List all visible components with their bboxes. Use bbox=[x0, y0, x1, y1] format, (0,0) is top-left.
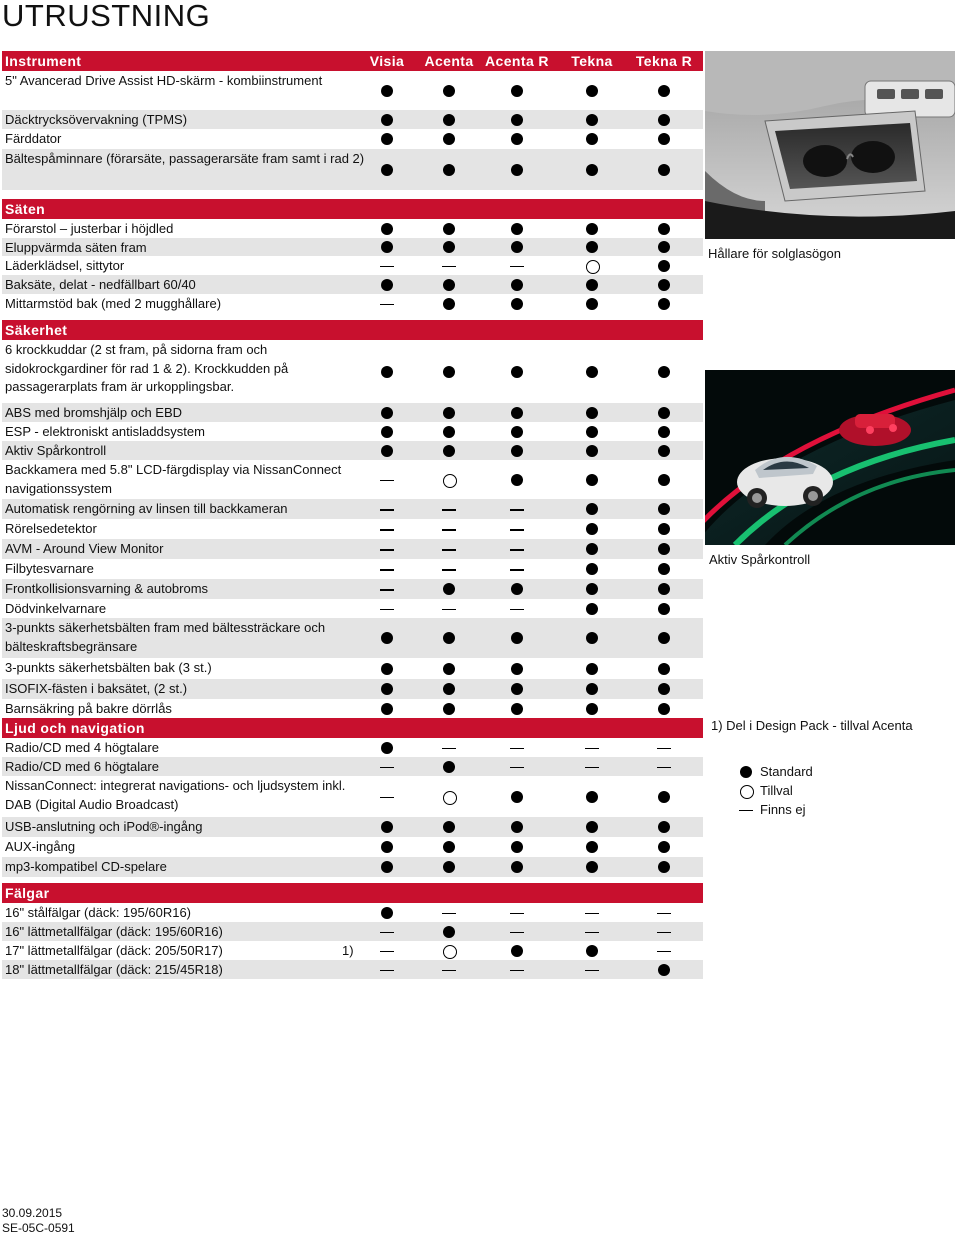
feature-label: 5" Avancerad Drive Assist HD-skärm - kombiinstrument bbox=[5, 73, 323, 88]
feature-label: 17" lättmetallfälgar (däck: 205/50R17) bbox=[5, 943, 223, 958]
not-available-dash-icon bbox=[510, 760, 524, 774]
standard-dot-icon bbox=[657, 820, 671, 834]
standard-dot-icon bbox=[442, 820, 456, 834]
optional-circle-icon bbox=[442, 944, 456, 958]
standard-dot-icon bbox=[442, 840, 456, 854]
not-available-dash-icon bbox=[657, 741, 671, 755]
not-available-dash-icon bbox=[442, 502, 456, 516]
not-available-dash-icon bbox=[657, 760, 671, 774]
not-available-dash-icon bbox=[380, 542, 394, 556]
section-title: Säten bbox=[5, 201, 46, 217]
standard-dot-icon bbox=[510, 365, 524, 379]
not-available-dash-icon bbox=[510, 963, 524, 977]
standard-dot-icon bbox=[442, 662, 456, 676]
table-row bbox=[2, 422, 703, 441]
legend-item bbox=[740, 781, 813, 800]
table-row bbox=[2, 903, 703, 922]
standard-dot-icon bbox=[442, 582, 456, 596]
optional-circle-icon bbox=[442, 473, 456, 487]
section-0 bbox=[2, 51, 703, 190]
sunglasses-holder-image bbox=[705, 51, 955, 239]
standard-dot-icon bbox=[510, 84, 524, 98]
not-available-dash-icon bbox=[585, 925, 599, 939]
standard-dot-icon bbox=[380, 425, 394, 439]
standard-dot-icon bbox=[657, 444, 671, 458]
standard-dot-icon bbox=[510, 682, 524, 696]
feature-label: Backkamera med 5.8" LCD-färgdisplay via NissanConnect navigationssystem bbox=[5, 462, 342, 496]
standard-dot-icon bbox=[380, 240, 394, 254]
not-available-dash-icon bbox=[510, 925, 524, 939]
not-available-dash-icon bbox=[380, 297, 394, 311]
standard-dot-icon bbox=[657, 113, 671, 127]
table-row bbox=[2, 275, 703, 294]
standard-dot-icon bbox=[585, 84, 599, 98]
standard-dot-icon bbox=[510, 240, 524, 254]
section-title: Ljud och navigation bbox=[5, 720, 145, 736]
table-row bbox=[2, 129, 703, 149]
standard-dot-icon bbox=[442, 631, 456, 645]
sunglasses-holder-illustration bbox=[705, 51, 955, 239]
section-header bbox=[2, 51, 703, 71]
legend-label: Tillval bbox=[760, 783, 793, 798]
not-available-dash-icon bbox=[585, 760, 599, 774]
table-row bbox=[2, 738, 703, 757]
standard-dot-icon bbox=[380, 222, 394, 236]
standard-dot-icon bbox=[657, 222, 671, 236]
standard-dot-icon bbox=[739, 765, 753, 779]
legend-label: Finns ej bbox=[760, 802, 806, 817]
standard-dot-icon bbox=[657, 840, 671, 854]
not-available-dash-icon bbox=[380, 562, 394, 576]
standard-dot-icon bbox=[380, 820, 394, 834]
page-title: UTRUSTNING bbox=[2, 0, 211, 33]
table-row bbox=[2, 699, 703, 718]
table-row bbox=[2, 922, 703, 941]
feature-label: Frontkollisionsvarning & autobroms bbox=[5, 581, 209, 596]
standard-dot-icon bbox=[510, 860, 524, 874]
footnote-marker: 1) bbox=[342, 942, 354, 958]
standard-dot-icon bbox=[585, 522, 599, 536]
standard-dot-icon bbox=[442, 132, 456, 146]
standard-dot-icon bbox=[380, 906, 394, 920]
legend bbox=[740, 762, 813, 819]
standard-dot-icon bbox=[380, 278, 394, 292]
standard-dot-icon bbox=[585, 840, 599, 854]
standard-dot-icon bbox=[657, 860, 671, 874]
table-row bbox=[2, 941, 703, 960]
standard-dot-icon bbox=[585, 502, 599, 516]
table-row bbox=[2, 499, 703, 519]
table-row bbox=[2, 618, 703, 658]
feature-label: ISOFIX-fästen i baksätet, (2 st.) bbox=[5, 681, 188, 696]
standard-dot-icon bbox=[442, 222, 456, 236]
standard-dot-icon bbox=[510, 444, 524, 458]
standard-dot-icon bbox=[657, 297, 671, 311]
not-available-dash-icon bbox=[510, 562, 524, 576]
standard-dot-icon bbox=[510, 163, 524, 177]
standard-dot-icon bbox=[657, 132, 671, 146]
footer-date: 30.09.2015 bbox=[2, 1206, 63, 1220]
feature-label: 3-punkts säkerhetsbälten bak (3 st.) bbox=[5, 660, 212, 675]
not-available-dash-icon bbox=[380, 502, 394, 516]
standard-dot-icon bbox=[657, 582, 671, 596]
standard-dot-icon bbox=[585, 444, 599, 458]
legend-label: Standard bbox=[760, 764, 813, 779]
standard-dot-icon bbox=[510, 631, 524, 645]
active-trace-control-illustration bbox=[705, 370, 955, 545]
not-available-dash-icon bbox=[380, 963, 394, 977]
standard-dot-icon bbox=[442, 925, 456, 939]
standard-dot-icon bbox=[657, 278, 671, 292]
table-row bbox=[2, 837, 703, 857]
sunglasses-holder-caption: Hållare för solglasögon bbox=[708, 246, 841, 261]
standard-dot-icon bbox=[510, 113, 524, 127]
standard-dot-icon bbox=[657, 240, 671, 254]
standard-dot-icon bbox=[657, 631, 671, 645]
standard-dot-icon bbox=[585, 365, 599, 379]
standard-dot-icon bbox=[380, 662, 394, 676]
not-available-dash-icon bbox=[380, 473, 394, 487]
not-available-dash-icon bbox=[657, 906, 671, 920]
feature-label: Färddator bbox=[5, 131, 62, 146]
not-available-dash-icon bbox=[510, 522, 524, 536]
standard-dot-icon bbox=[442, 84, 456, 98]
feature-label: Radio/CD med 4 högtalare bbox=[5, 740, 159, 755]
standard-dot-icon bbox=[510, 820, 524, 834]
standard-dot-icon bbox=[585, 542, 599, 556]
standard-dot-icon bbox=[657, 84, 671, 98]
footer bbox=[2, 1206, 75, 1236]
standard-dot-icon bbox=[585, 132, 599, 146]
feature-label: Aktiv Spårkontroll bbox=[5, 443, 107, 458]
feature-label: mp3-kompatibel CD-spelare bbox=[5, 859, 167, 874]
section-title: Säkerhet bbox=[5, 322, 68, 338]
table-row bbox=[2, 559, 703, 579]
feature-label: AUX-ingång bbox=[5, 839, 76, 854]
footnote: 1) Del i Design Pack - tillval Acenta bbox=[711, 718, 913, 733]
section-2 bbox=[2, 320, 703, 718]
column-header: Acenta bbox=[424, 53, 474, 69]
standard-dot-icon bbox=[442, 240, 456, 254]
feature-label: Förarstol – justerbar i höjdled bbox=[5, 221, 174, 236]
not-available-dash-icon bbox=[585, 963, 599, 977]
not-available-dash-icon bbox=[380, 259, 394, 273]
not-available-dash-icon bbox=[380, 602, 394, 616]
standard-dot-icon bbox=[442, 760, 456, 774]
feature-label: Mittarmstöd bak (med 2 mugghållare) bbox=[5, 296, 222, 311]
table-row bbox=[2, 294, 703, 313]
standard-dot-icon bbox=[585, 860, 599, 874]
not-available-dash-icon bbox=[657, 944, 671, 958]
standard-dot-icon bbox=[585, 278, 599, 292]
feature-label: 18" lättmetallfälgar (däck: 215/45R18) bbox=[5, 962, 223, 977]
table-row bbox=[2, 539, 703, 559]
standard-dot-icon bbox=[510, 790, 524, 804]
standard-dot-icon bbox=[510, 406, 524, 420]
feature-label: Läderklädsel, sittytor bbox=[5, 258, 125, 273]
standard-dot-icon bbox=[442, 365, 456, 379]
not-available-dash-icon bbox=[442, 522, 456, 536]
standard-dot-icon bbox=[510, 473, 524, 487]
standard-dot-icon bbox=[380, 163, 394, 177]
standard-dot-icon bbox=[510, 840, 524, 854]
standard-dot-icon bbox=[510, 222, 524, 236]
table-row bbox=[2, 857, 703, 877]
standard-dot-icon bbox=[585, 562, 599, 576]
feature-label: Filbytesvarnare bbox=[5, 561, 94, 576]
standard-dot-icon bbox=[442, 702, 456, 716]
legend-item bbox=[740, 800, 813, 819]
table-row bbox=[2, 579, 703, 599]
feature-label: Bältespåminnare (förarsäte, passagerarsäte fram samt i rad 2) bbox=[5, 151, 365, 166]
not-available-dash-icon bbox=[510, 542, 524, 556]
table-row bbox=[2, 256, 703, 275]
standard-dot-icon bbox=[585, 222, 599, 236]
not-available-dash-icon bbox=[739, 803, 753, 817]
standard-dot-icon bbox=[657, 502, 671, 516]
not-available-dash-icon bbox=[442, 602, 456, 616]
standard-dot-icon bbox=[442, 444, 456, 458]
standard-dot-icon bbox=[585, 240, 599, 254]
not-available-dash-icon bbox=[657, 925, 671, 939]
standard-dot-icon bbox=[380, 113, 394, 127]
table-row bbox=[2, 757, 703, 776]
standard-dot-icon bbox=[510, 582, 524, 596]
standard-dot-icon bbox=[585, 790, 599, 804]
section-1 bbox=[2, 199, 703, 313]
standard-dot-icon bbox=[657, 473, 671, 487]
standard-dot-icon bbox=[585, 163, 599, 177]
standard-dot-icon bbox=[585, 582, 599, 596]
standard-dot-icon bbox=[657, 602, 671, 616]
standard-dot-icon bbox=[380, 682, 394, 696]
section-4 bbox=[2, 883, 703, 979]
standard-dot-icon bbox=[510, 702, 524, 716]
not-available-dash-icon bbox=[380, 760, 394, 774]
standard-dot-icon bbox=[585, 425, 599, 439]
standard-dot-icon bbox=[442, 682, 456, 696]
standard-dot-icon bbox=[585, 702, 599, 716]
feature-label: 16" lättmetallfälgar (däck: 195/60R16) bbox=[5, 924, 223, 939]
standard-dot-icon bbox=[657, 790, 671, 804]
standard-dot-icon bbox=[657, 662, 671, 676]
feature-label: 6 krockkuddar (2 st fram, på sidorna fram och sidokrockgardiner för rad 1 & 2). Krockkudden på passagerarplats fram är urkopplingsbar. bbox=[5, 342, 289, 394]
feature-label: 16" stålfälgar (däck: 195/60R16) bbox=[5, 905, 191, 920]
standard-dot-icon bbox=[585, 944, 599, 958]
table-row bbox=[2, 71, 703, 110]
not-available-dash-icon bbox=[442, 963, 456, 977]
not-available-dash-icon bbox=[585, 906, 599, 920]
table-row bbox=[2, 658, 703, 679]
section-header bbox=[2, 718, 703, 738]
not-available-dash-icon bbox=[585, 741, 599, 755]
standard-dot-icon bbox=[380, 631, 394, 645]
standard-dot-icon bbox=[510, 278, 524, 292]
standard-dot-icon bbox=[442, 297, 456, 311]
standard-dot-icon bbox=[442, 278, 456, 292]
section-title: Fälgar bbox=[5, 885, 50, 901]
standard-dot-icon bbox=[585, 662, 599, 676]
feature-label: ESP - elektroniskt antisladdsystem bbox=[5, 424, 205, 439]
table-row bbox=[2, 441, 703, 460]
active-trace-control-image bbox=[705, 370, 955, 545]
section-header bbox=[2, 883, 703, 903]
standard-dot-icon bbox=[585, 682, 599, 696]
active-trace-control-caption: Aktiv Spårkontroll bbox=[709, 552, 811, 567]
feature-label: Barnsäkring på bakre dörrlås bbox=[5, 701, 172, 716]
feature-label: Eluppvärmda säten fram bbox=[5, 240, 147, 255]
feature-label: NissanConnect: integrerat navigations- och ljudsystem inkl. DAB (Digital Audio Broadcast) bbox=[5, 778, 346, 812]
not-available-dash-icon bbox=[510, 602, 524, 616]
standard-dot-icon bbox=[585, 113, 599, 127]
table-row bbox=[2, 460, 703, 499]
standard-dot-icon bbox=[510, 297, 524, 311]
standard-dot-icon bbox=[657, 406, 671, 420]
standard-dot-icon bbox=[380, 84, 394, 98]
feature-label: AVM - Around View Monitor bbox=[5, 541, 164, 556]
section-header bbox=[2, 199, 703, 219]
standard-dot-icon bbox=[380, 860, 394, 874]
feature-label: Rörelsedetektor bbox=[5, 521, 97, 536]
standard-dot-icon bbox=[657, 562, 671, 576]
optional-circle-icon bbox=[442, 790, 456, 804]
feature-label: Dödvinkelvarnare bbox=[5, 601, 107, 616]
not-available-dash-icon bbox=[510, 502, 524, 516]
standard-dot-icon bbox=[585, 406, 599, 420]
table-row bbox=[2, 110, 703, 129]
standard-dot-icon bbox=[510, 662, 524, 676]
standard-dot-icon bbox=[657, 425, 671, 439]
legend-item bbox=[740, 762, 813, 781]
standard-dot-icon bbox=[380, 741, 394, 755]
column-header: Acenta R bbox=[485, 53, 549, 69]
not-available-dash-icon bbox=[442, 562, 456, 576]
table-row bbox=[2, 776, 703, 817]
standard-dot-icon bbox=[442, 163, 456, 177]
table-row bbox=[2, 960, 703, 979]
standard-dot-icon bbox=[380, 132, 394, 146]
standard-dot-icon bbox=[380, 365, 394, 379]
table-row bbox=[2, 238, 703, 256]
standard-dot-icon bbox=[585, 297, 599, 311]
not-available-dash-icon bbox=[442, 542, 456, 556]
section-header bbox=[2, 320, 703, 340]
table-row bbox=[2, 599, 703, 618]
standard-dot-icon bbox=[657, 522, 671, 536]
standard-dot-icon bbox=[510, 425, 524, 439]
feature-label: Radio/CD med 6 högtalare bbox=[5, 759, 159, 774]
standard-dot-icon bbox=[585, 473, 599, 487]
standard-dot-icon bbox=[585, 631, 599, 645]
section-3 bbox=[2, 718, 703, 877]
not-available-dash-icon bbox=[380, 925, 394, 939]
table-row bbox=[2, 340, 703, 403]
standard-dot-icon bbox=[442, 425, 456, 439]
not-available-dash-icon bbox=[442, 741, 456, 755]
standard-dot-icon bbox=[380, 702, 394, 716]
not-available-dash-icon bbox=[380, 790, 394, 804]
feature-label: Automatisk rengörning av linsen till backkameran bbox=[5, 501, 288, 516]
table-row bbox=[2, 817, 703, 837]
feature-label: Baksäte, delat - nedfällbart 60/40 bbox=[5, 277, 196, 292]
standard-dot-icon bbox=[585, 820, 599, 834]
standard-dot-icon bbox=[442, 113, 456, 127]
standard-dot-icon bbox=[442, 860, 456, 874]
not-available-dash-icon bbox=[380, 944, 394, 958]
feature-label: 3-punkts säkerhetsbälten fram med bältessträckare och bälteskraftsbegränsare bbox=[5, 620, 326, 654]
not-available-dash-icon bbox=[510, 741, 524, 755]
standard-dot-icon bbox=[585, 602, 599, 616]
not-available-dash-icon bbox=[380, 582, 394, 596]
standard-dot-icon bbox=[657, 365, 671, 379]
table-row bbox=[2, 219, 703, 238]
section-title: Instrument bbox=[5, 53, 82, 69]
not-available-dash-icon bbox=[510, 259, 524, 273]
standard-dot-icon bbox=[657, 963, 671, 977]
feature-label: USB-anslutning och iPod®-ingång bbox=[5, 819, 203, 834]
standard-dot-icon bbox=[657, 163, 671, 177]
feature-label: ABS med bromshjälp och EBD bbox=[5, 405, 183, 420]
not-available-dash-icon bbox=[442, 259, 456, 273]
standard-dot-icon bbox=[657, 702, 671, 716]
standard-dot-icon bbox=[380, 444, 394, 458]
optional-circle-icon bbox=[739, 784, 753, 798]
feature-label: Däcktrycksövervakning (TPMS) bbox=[5, 112, 188, 127]
table-row bbox=[2, 679, 703, 699]
standard-dot-icon bbox=[657, 259, 671, 273]
table-row bbox=[2, 519, 703, 539]
column-header: Visia bbox=[369, 53, 405, 69]
standard-dot-icon bbox=[657, 542, 671, 556]
not-available-dash-icon bbox=[380, 522, 394, 536]
standard-dot-icon bbox=[510, 132, 524, 146]
column-header: Tekna bbox=[571, 53, 613, 69]
standard-dot-icon bbox=[380, 840, 394, 854]
column-header: Tekna R bbox=[635, 53, 693, 69]
table-row bbox=[2, 149, 703, 190]
not-available-dash-icon bbox=[442, 906, 456, 920]
standard-dot-icon bbox=[442, 406, 456, 420]
standard-dot-icon bbox=[510, 944, 524, 958]
standard-dot-icon bbox=[657, 682, 671, 696]
optional-circle-icon bbox=[585, 259, 599, 273]
not-available-dash-icon bbox=[510, 906, 524, 920]
footer-code: SE-05C-0591 bbox=[2, 1221, 75, 1235]
standard-dot-icon bbox=[380, 406, 394, 420]
table-row bbox=[2, 403, 703, 422]
